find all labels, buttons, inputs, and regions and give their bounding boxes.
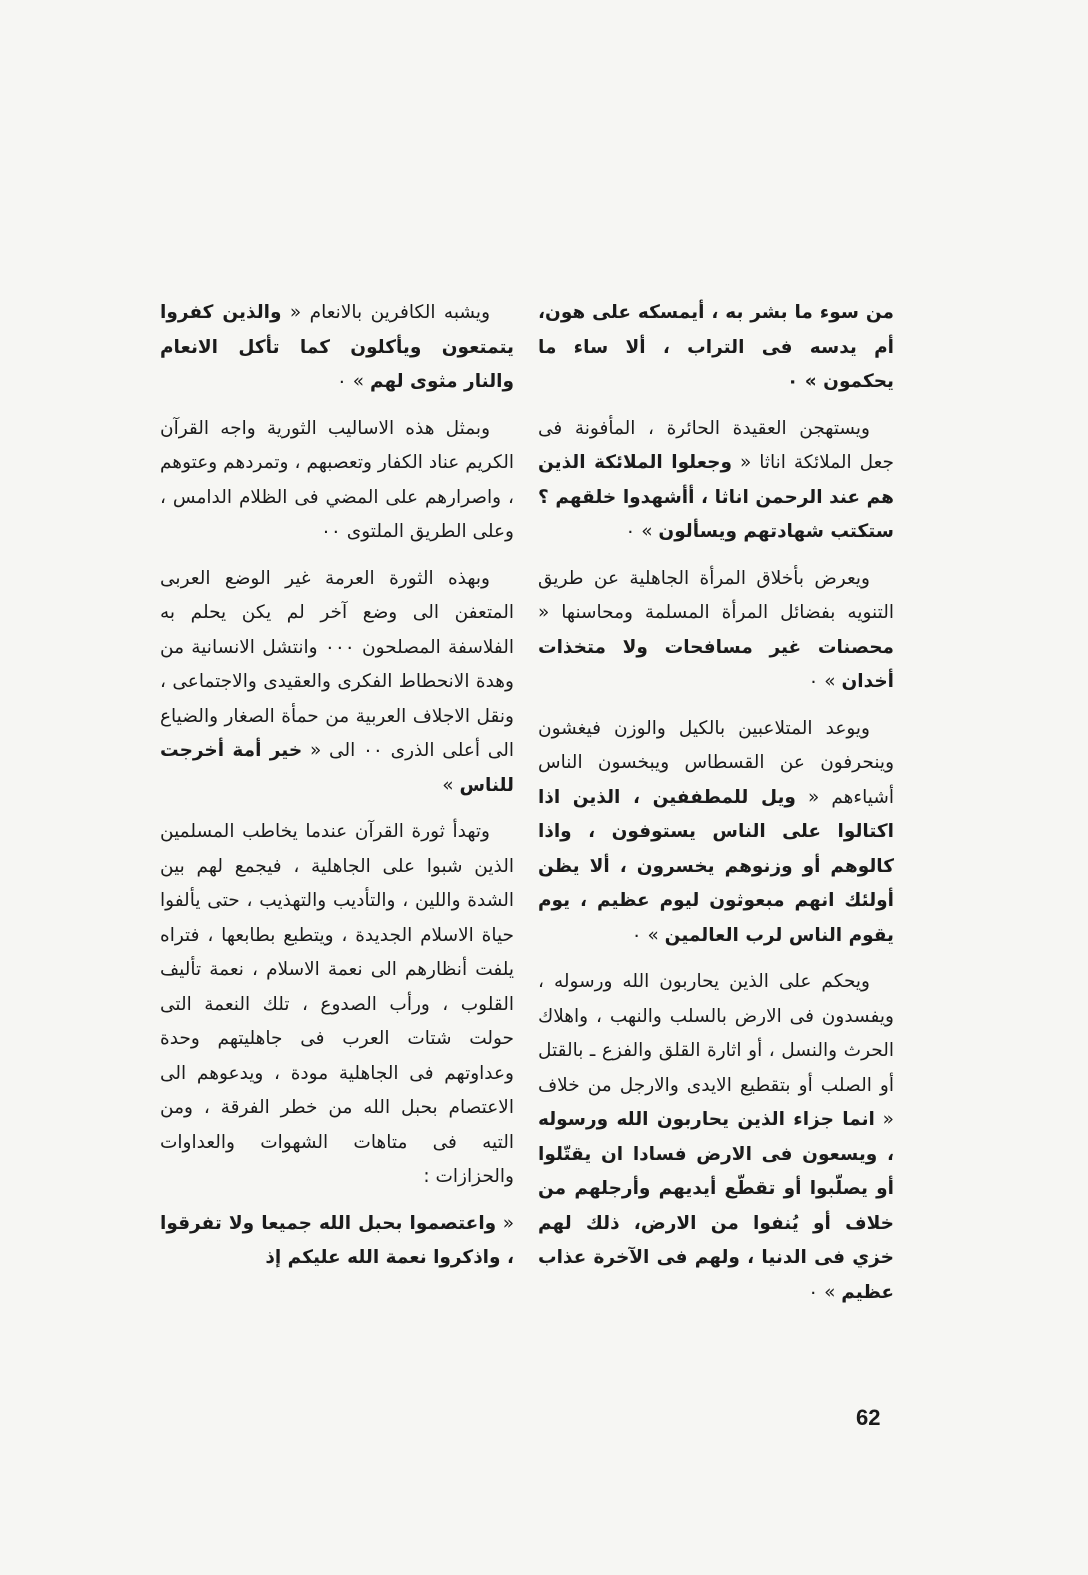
- quoted-verse-text: وجعلوا الملائكة الذين هم عند الرحمن اناثا ، أأشهدوا خلقهم ؟ ستكتب شهادتهم ويسألون: [538, 452, 894, 542]
- paragraph: [160, 562, 514, 804]
- body-text: ويعرض بأخلاق المرأة الجاهلية عن طريق التنويه بفضائل المرأة المسلمة ومحاسنها «: [538, 567, 894, 623]
- quoted-verse-text: من سوء ما بشر به ، أيمسكه على هون، أم يدسه فى التراب ، ألا ساء ما يحكمون » ٠: [538, 302, 894, 392]
- paragraph: [538, 562, 894, 700]
- page-number: 62: [856, 1405, 881, 1430]
- quoted-verse-text: والذين كفروا يتمتعون ويأكلون كما تأكل الانعام والنار مثوى لهم: [160, 302, 514, 392]
- body-text: » ٠: [336, 371, 370, 392]
- paragraph: [538, 712, 894, 954]
- body-text: » ٠: [625, 521, 659, 542]
- body-text: ويشبه الكافرين بالانعام «: [281, 302, 491, 323]
- quoted-verse-text: خير أمة أخرجت للناس: [160, 740, 514, 796]
- right-text-column: [538, 296, 894, 1322]
- paragraph: [538, 965, 894, 1310]
- quoted-verse-text: واعتصموا بحبل الله جميعا ولا تفرقوا ، واذكروا نعمة الله عليكم إذ: [160, 1212, 514, 1268]
- paragraph: [160, 815, 514, 1195]
- body-text: » ٠: [808, 1281, 842, 1303]
- body-text: » ٠: [808, 671, 842, 692]
- body-text: وبهذه الثورة العرمة غير الوضع العربى المتعفن الى وضع آخر لم يكن يحلم به الفلاسفة المصلحون ٠٠٠ وانتشل الانسانية من وهدة الانحطاط الفكرى والعقيدى والاجتماعى ، ونقل الاجلاف العربية من حمأة الصغار والضياع الى أعلى الذرى ٠٠ الى «: [160, 567, 515, 761]
- paragraph: [160, 1207, 514, 1276]
- body-text: وبمثل هذه الاساليب الثورية واجه القرآن الكريم عناد الكفار وتعصبهم ، وتمردهم وعتوهم ، واصرارهم على المضي فى الظلام الدامس ، وعلى الطريق الملتوى ٠٠: [160, 417, 514, 542]
- paragraph: [538, 296, 894, 400]
- paragraph: [538, 412, 894, 550]
- body-text: وتهدأ ثورة القرآن عندما يخاطب المسلمين الذين شبوا على الجاهلية ، فيجمع لهم بين الشدة واللين ، والتأديب والتهذيب ، حتى يألفوا حياة الاسلام الجديدة ، ويتطبع بطابعها ، فتراه يلفت أنظارهم الى نعمة الاسلام ، نعمة تأليف القلوب ، ورأب الصدوع ، تلك النعمة التى حولت شتات العرب فى جاهليتهم وحدة وعداوتهم فى الجاهلية مودة ، ويدعوهم الى الاعتصام بحبل الله من خطر الفرقة ، ومن التيه فى متاهات الشهوات والعداوات والحزازات :: [160, 821, 514, 1187]
- body-text: ويوعد المتلاعبين بالكيل والوزن فيغشون وينحرفون عن القسطاس ويبخسون الناس أشياءهم «: [538, 717, 894, 808]
- paragraph: [160, 296, 514, 400]
- left-text-column: [160, 296, 514, 1288]
- body-text: » ٠: [631, 924, 665, 946]
- quoted-verse-text: محصنات غير مسافحات ولا متخذات أخدان: [538, 636, 894, 692]
- quoted-verse-text: ويل للمطففين ، الذين اذا اكتالوا على الناس يستوفون ، واذا كالوهم أو وزنوهم يخسرون ، ألا يظن أولئك انهم مبعوثون ليوم عظيم ، يوم يقوم الناس لرب العالمين: [538, 786, 894, 946]
- body-text: »: [442, 774, 460, 796]
- quoted-verse-text: انما جزاء الذين يحاربون الله ورسوله ، ويسعون فى الارض فسادا ان يقتّلوا أو يصلّبوا أو تقطّع أيديهم وأرجلهم من خلاف أو يُنفوا من الارض، ذلك لهم خزي فى الدنيا ، ولهم فى الآخرة عذاب عظيم: [538, 1109, 894, 1303]
- body-text: ويستهجن العقيدة الحائرة ، المأفونة فى جعل الملائكة اناثا «: [538, 417, 894, 473]
- body-text: «: [496, 1212, 515, 1234]
- body-text: ويحكم على الذين يحاربون الله ورسوله ، ويفسدون فى الارض بالسلب والنهب ، واهلاك الحرث والنسل ، أو اثارة القلق والفزع ـ بالقتل أو الصلب أو بتقطيع الايدى والارجل من خلاف «: [538, 971, 894, 1130]
- paragraph: [160, 412, 514, 550]
